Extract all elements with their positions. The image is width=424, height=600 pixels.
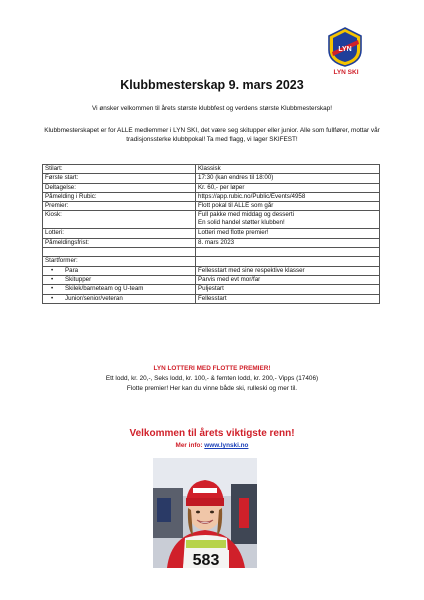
row-label: Påmeldingsfrist: [43, 238, 196, 247]
row-value [196, 248, 380, 257]
row-label: Premier: [43, 202, 196, 211]
lyn-ski-logo [324, 26, 366, 68]
table-row [43, 285, 380, 294]
row-label: Stilart: [43, 165, 196, 174]
more-info [0, 442, 424, 449]
row-label: Første start: [43, 174, 196, 183]
intro-description: Klubbmesterskapet er for ALLE medlemmer i LYN SKI, det være seg skitupper eller junior. Alle som fullfører, mottar vår tradisjonssterke klubbpokal! Ta med flagg, vi lager SKIFEST! [44, 127, 380, 143]
row-value: Flott pokal til ALLE som går [196, 202, 380, 211]
table-row [43, 211, 380, 229]
start-class-value: Fellesstart [196, 294, 380, 303]
start-class-label: • Skitupper [43, 275, 196, 284]
lotteri-heading: LYN LOTTERI MED FLOTTE PREMIER! [153, 365, 271, 372]
row-label: Startformer: [43, 257, 196, 266]
row-value [196, 257, 380, 266]
table-row [43, 275, 380, 284]
row-label: Kiosk: [43, 211, 196, 229]
row-label [43, 248, 196, 257]
table-row [43, 183, 380, 192]
rubic-link[interactable]: https://app.rubic.no/Public/Events/4958 [196, 192, 380, 201]
table-row [43, 202, 380, 211]
intro-welcome: Vi ønsker velkommen til årets største klubbfest og verdens største Klubbmesterskap! [92, 105, 332, 112]
start-class-value: Parvis med evt mor/far [196, 275, 380, 284]
start-class-label: • Para [43, 266, 196, 275]
start-class-label: • Junior/senior/veteran [43, 294, 196, 303]
table-row [43, 266, 380, 275]
table-row [43, 165, 380, 174]
start-class-label: • Skilek/barneteam og U-team [43, 285, 196, 294]
bib-number: 583 [192, 552, 220, 568]
kiosk-line-1: Full pakke med middag og desserti [198, 211, 294, 219]
row-value: 17:30 (kan endres til 18:00) [196, 174, 380, 183]
skier-photo [153, 458, 257, 568]
row-label: Deltagelse: [43, 183, 196, 192]
start-class-value: Puljestart [196, 285, 380, 294]
row-value: 8. mars 2023 [196, 238, 380, 247]
logo-badge-text: LYN [338, 46, 352, 53]
info-table [42, 164, 380, 304]
table-row [43, 192, 380, 201]
table-row [43, 257, 380, 266]
table-row [43, 229, 380, 238]
start-class-value: Fellesstart med sine respektive klasser [196, 266, 380, 275]
row-value: Kr. 60,- per løper [196, 183, 380, 192]
table-row [43, 294, 380, 303]
row-value: Klassisk [196, 165, 380, 174]
kiosk-line-2: En solid handel støtter klubben! [198, 219, 285, 227]
row-value: Lotteri med flotte premier! [196, 229, 380, 238]
lotteri-prizes: Flotte premier! Her kan du vinne både ski, rulleski og mer til. [126, 385, 298, 392]
row-label: Lotteri: [43, 229, 196, 238]
table-row [43, 174, 380, 183]
more-info-label: Mer info: [175, 442, 205, 449]
logo-caption: LYN SKI [333, 69, 359, 76]
website-link[interactable]: www.lynski.no [204, 442, 249, 449]
table-row [43, 238, 380, 247]
lotteri-prices: Ett lodd, kr. 20,-, Seks lodd, kr. 100,- & femten lodd, kr. 200,- Vipps (17406) [105, 375, 319, 382]
page-title: Klubbmesterskap 9. mars 2023 [120, 78, 304, 92]
closing-heading: Velkommen til årets viktigste renn! [129, 428, 295, 439]
table-row [43, 248, 380, 257]
row-label: Påmelding i Rubic: [43, 192, 196, 201]
row-value [196, 211, 380, 229]
